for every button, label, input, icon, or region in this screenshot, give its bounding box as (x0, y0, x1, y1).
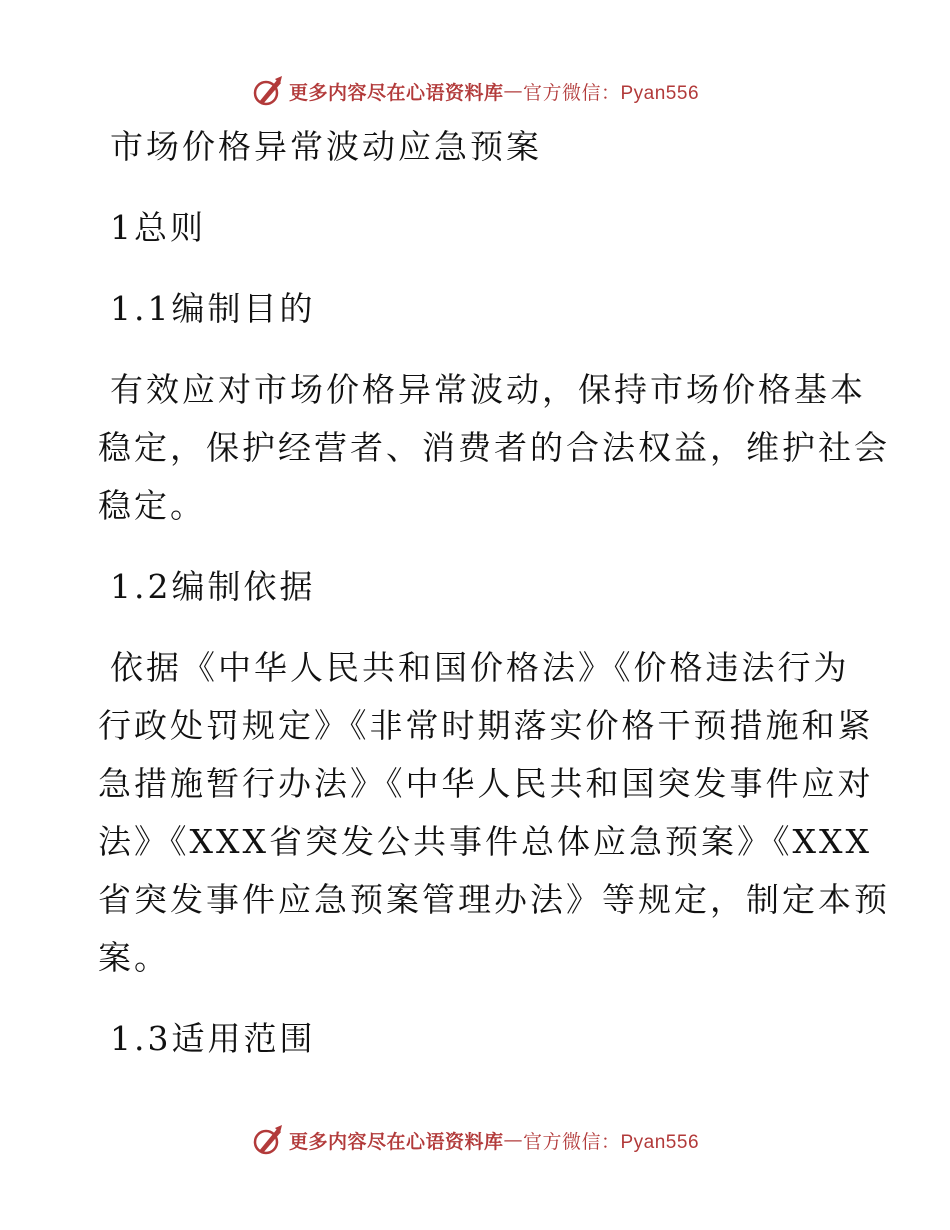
paragraph-line: 依据《中华人民共和国价格法》《价格违法行为 (110, 648, 850, 687)
header-banner (0, 71, 950, 111)
section-1-heading: 1总则 (110, 208, 206, 247)
banner-main-text: 更多内容尽在心语资料库 (288, 81, 504, 104)
paragraph-line: 省突发事件应急预案管理办法》等规定，制定本预 (98, 880, 890, 919)
section-1-3-heading: 1.3适用范围 (110, 1019, 316, 1058)
banner-wechat-text: 官方微信：Pyan556 (523, 82, 700, 104)
paragraph-line: 稳定。 (98, 486, 206, 525)
banner-separator: — (503, 1129, 523, 1151)
paragraph-line: 法》《XXX省突发公共事件总体应急预案》《XXX (98, 822, 872, 861)
banner-separator: — (503, 80, 523, 102)
paragraph-line: 急措施暂行办法》《中华人民共和国突发事件应对 (98, 764, 874, 803)
paragraph-line: 行政处罚规定》《非常时期落实价格干预措施和紧 (98, 706, 874, 745)
paragraph-line: 稳定，保护经营者、消费者的合法权益，维护社会 (98, 428, 890, 467)
banner-main-text: 更多内容尽在心语资料库 (288, 1130, 504, 1153)
banner-wechat-text: 官方微信：Pyan556 (523, 1131, 700, 1153)
document-body (98, 118, 890, 1068)
paragraph-line: 案。 (98, 938, 170, 977)
footer-banner (0, 1120, 950, 1160)
quill-pen-logo-icon (251, 1123, 285, 1157)
section-1-1-heading: 1.1编制目的 (110, 289, 316, 328)
paragraph-line: 有效应对市场价格异常波动，保持市场价格基本 (110, 370, 866, 409)
quill-pen-logo-icon (251, 74, 285, 108)
section-1-2-heading: 1.2编制依据 (110, 567, 316, 606)
doc-title: 市场价格异常波动应急预案 (110, 127, 542, 166)
